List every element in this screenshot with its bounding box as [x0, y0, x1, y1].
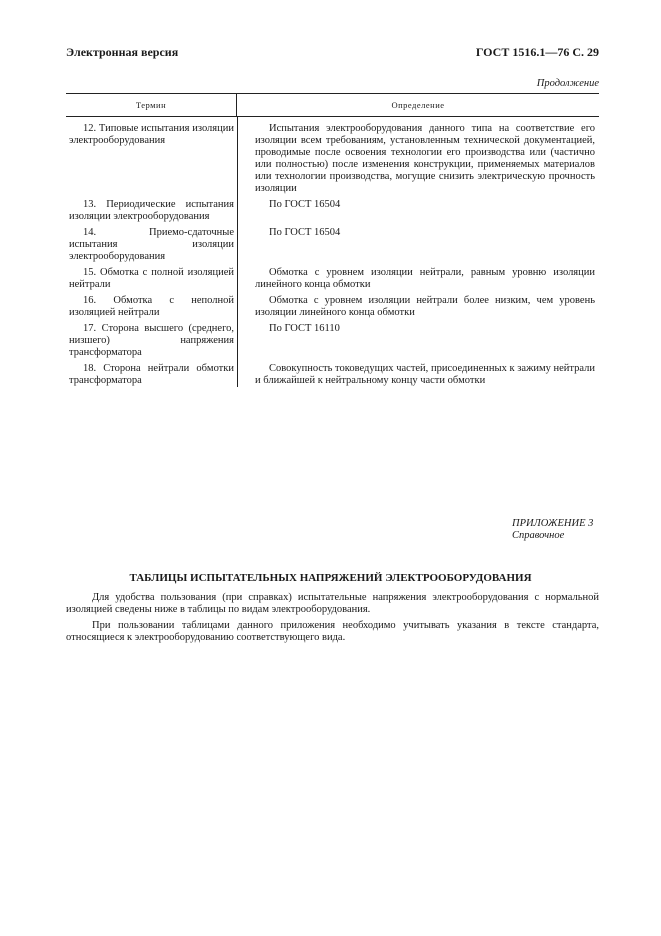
definition-cell: Обмотка с уровнем изоляции нейтрали более низким, чем уровень изоляции линейного конца обмотки [255, 295, 595, 318]
table-row [66, 323, 599, 359]
term-cell: 14. Приемо-сдаточные испытания изоляции электрооборудования [69, 227, 234, 262]
definition-cell: Испытания электрооборудования данного типа на соответствие его изоляции всем требованиям, установленным технической документацией, проводимые после освоения технологии его производства или (частично или полностью) после изменения конструкции, применяемых материалов или технологии производства, могущие снизить электрическую прочность изоляции [255, 123, 595, 194]
definition-cell: По ГОСТ 16504 [269, 199, 341, 210]
column-header-term: Термин [66, 94, 237, 116]
term-cell: 12. Типовые испытания изоляции электрооборудования [69, 123, 234, 146]
table-row [66, 227, 599, 263]
paragraph-2-text: При пользовании таблицами данного приложения необходимо учитывать указания в тексте стандарта, относящиеся к электрооборудованию соответствующего вида. [66, 620, 599, 643]
table-row [66, 295, 599, 319]
appendix-heading [512, 518, 593, 542]
paragraph-2 [66, 620, 599, 644]
column-divider [237, 117, 238, 387]
table-row [66, 123, 599, 195]
term-cell: 18. Сторона нейтрали обмотки трансформатора [69, 363, 234, 386]
term-cell: 13. Периодические испытания изоляции электрооборудования [69, 199, 234, 222]
appendix-label: ПРИЛОЖЕНИЕ 3 [512, 518, 594, 529]
paragraph-1-text: Для удобства пользования (при справках) испытательные напряжения электрооборудования с нормальной изоляцией сведены ниже в таблицы по видам электрооборудования. [66, 592, 599, 615]
header-right: ГОСТ 1516.1—76 С. 29 [475, 45, 599, 59]
term-cell: 16. Обмотка с неполной изоляцией нейтрали [69, 295, 234, 318]
column-header-definition: Определение [391, 100, 445, 110]
table-row [66, 267, 599, 291]
definition-cell: По ГОСТ 16110 [269, 323, 340, 334]
terms-table [66, 93, 599, 391]
table-row [66, 363, 599, 387]
paragraph-1 [66, 592, 599, 616]
continuation-label: Продолжение [536, 78, 599, 89]
table-row [66, 199, 599, 223]
appendix-kind: Справочное [512, 530, 565, 541]
table-header [66, 93, 599, 117]
definition-cell: По ГОСТ 16504 [269, 227, 341, 238]
appendix-title: ТАБЛИЦЫ ИСПЫТАТЕЛЬНЫХ НАПРЯЖЕНИЙ ЭЛЕКТРООБОРУДОВАНИЯ [129, 572, 532, 584]
definition-cell: Совокупность токоведущих частей, присоединенных к зажиму нейтрали и ближайшей к нейтральному концу части обмотки [255, 363, 595, 386]
header-left: Электронная версия [66, 45, 179, 59]
definition-cell: Обмотка с уровнем изоляции нейтрали, равным уровню изоляции линейного конца обмотки [255, 267, 595, 290]
term-cell: 15. Обмотка с полной изоляцией нейтрали [69, 267, 234, 290]
term-cell: 17. Сторона высшего (среднего, низшего) напряжения трансформатора [69, 323, 234, 358]
